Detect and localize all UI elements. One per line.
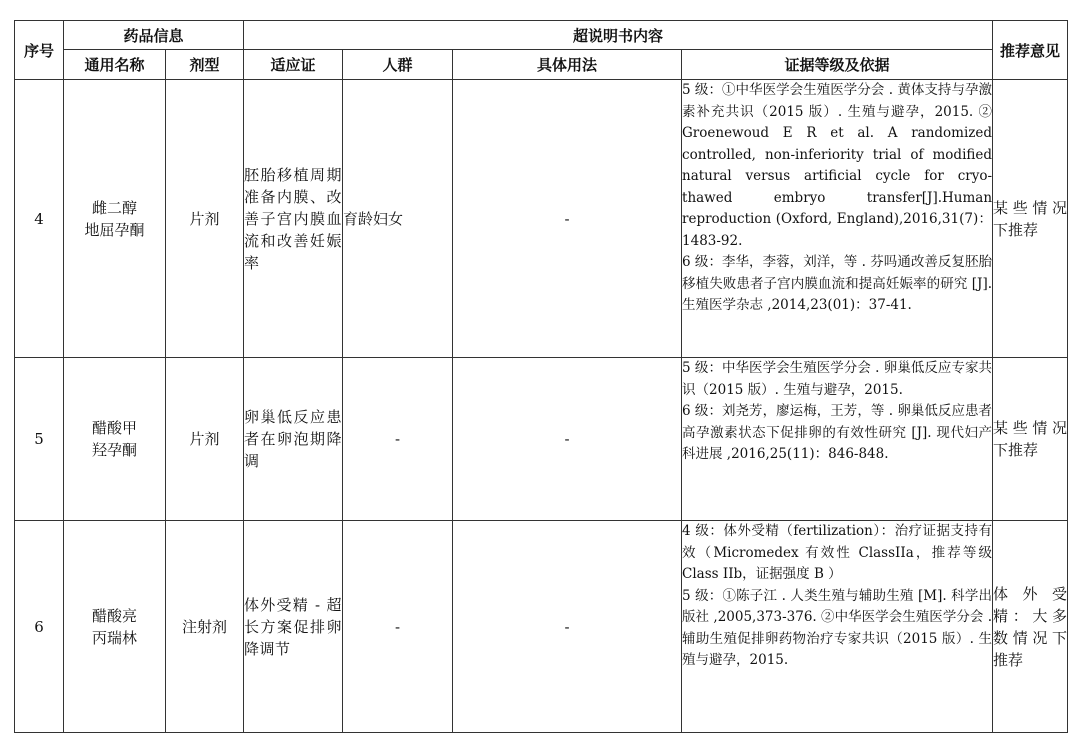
header-evidence: 证据等级及依据: [682, 50, 993, 80]
header-seq: 序号: [15, 21, 64, 80]
row-generic-name-text: 雌二醇 地屈孕酮: [84, 198, 145, 239]
header-generic-name: 通用名称: [64, 50, 166, 80]
row-usage: -: [453, 80, 682, 358]
row-seq: 4: [15, 80, 64, 358]
row-indication: 体外受精 - 超长方案促排卵降调节: [244, 521, 343, 733]
evidence-item: 6 级：李华，李蓉，刘洋，等 . 芬吗通改善反复胚胎移植失败患者子宫内膜血流和提高妊娠率的研究 [J]. 生殖医学杂志 ,2014,23(01)：37-41.: [682, 254, 993, 313]
header-drug-info: 药品信息: [64, 21, 244, 50]
row-evidence: [682, 521, 993, 733]
table-row: [15, 80, 1068, 358]
evidence-item: 6 级：刘尧芳，廖运梅，王芳，等 . 卵巢低反应患者高孕激素状态下促排卵的有效性研究 [J]. 现代妇产科进展 ,2016,25(11)：846-848.: [682, 403, 993, 462]
row-evidence: [682, 358, 993, 521]
row-seq: 5: [15, 358, 64, 521]
row-usage: -: [453, 358, 682, 521]
off-label-drug-table: [14, 20, 1068, 733]
header-dosage-form: 剂型: [166, 50, 244, 80]
row-recommendation: 某些情况下推荐: [993, 358, 1068, 521]
row-population: 育龄妇女: [343, 80, 453, 358]
row-indication: 胚胎移植周期准备内膜、改善子宫内膜血流和改善妊娠率: [244, 80, 343, 358]
row-population: -: [343, 358, 453, 521]
row-indication: 卵巢低反应患者在卵泡期降调: [244, 358, 343, 521]
header-indication: 适应证: [244, 50, 343, 80]
evidence-item: 4 级：体外受精（fertilization）：治疗证据支持有效（Micromedex 有效性 ClassIIa，推荐等级 Class IIb，证据强度 B ）: [682, 523, 993, 582]
row-generic-name-text: 醋酸亮 丙瑞林: [91, 606, 137, 647]
row-seq: 6: [15, 521, 64, 733]
row-generic-name: [64, 80, 166, 358]
header-population: 人群: [343, 50, 453, 80]
table-row: [15, 358, 1068, 521]
row-population: -: [343, 521, 453, 733]
row-generic-name: [64, 358, 166, 521]
row-usage: -: [453, 521, 682, 733]
header-off-label: 超说明书内容: [244, 21, 993, 50]
header-row-sub: [15, 50, 1068, 80]
header-recommendation: 推荐意见: [993, 21, 1068, 80]
row-evidence: [682, 80, 993, 358]
row-generic-name-text: 醋酸甲 羟孕酮: [91, 419, 137, 459]
row-recommendation: 体外受精：大多数情况下推荐: [993, 521, 1068, 733]
row-dosage-form: 注射剂: [166, 521, 244, 733]
evidence-item: 5 级：中华医学会生殖医学分会 . 卵巢低反应专家共识（2015 版）. 生殖与避孕，2015.: [682, 360, 993, 398]
header-row-top: [15, 21, 1068, 50]
table-row: [15, 521, 1068, 733]
row-dosage-form: 片剂: [166, 80, 244, 358]
row-dosage-form: 片剂: [166, 358, 244, 521]
row-recommendation: 某些情况下推荐: [993, 80, 1068, 358]
header-usage: 具体用法: [453, 50, 682, 80]
evidence-item: 5 级：①中华医学会生殖医学分会 . 黄体支持与孕激素补充共识（2015 版）. 生殖与避孕，2015. ② Groenewoud E R et al. A randomized controlled, non-inferiority trial of modified natural versus artificial cycle for cryo-thawed embryo transfer[J].Human reproduction (Oxford, England),2016,31(7)：1483-92.: [682, 82, 993, 249]
evidence-item: 5 级：①陈子江 . 人类生殖与辅助生殖 [M]. 科学出版社 ,2005,373-376. ②中华医学会生殖医学分会 . 辅助生殖促排卵药物治疗专家共识（2015 版）. 生殖与避孕，2015.: [682, 587, 993, 668]
row-generic-name: [64, 521, 166, 733]
